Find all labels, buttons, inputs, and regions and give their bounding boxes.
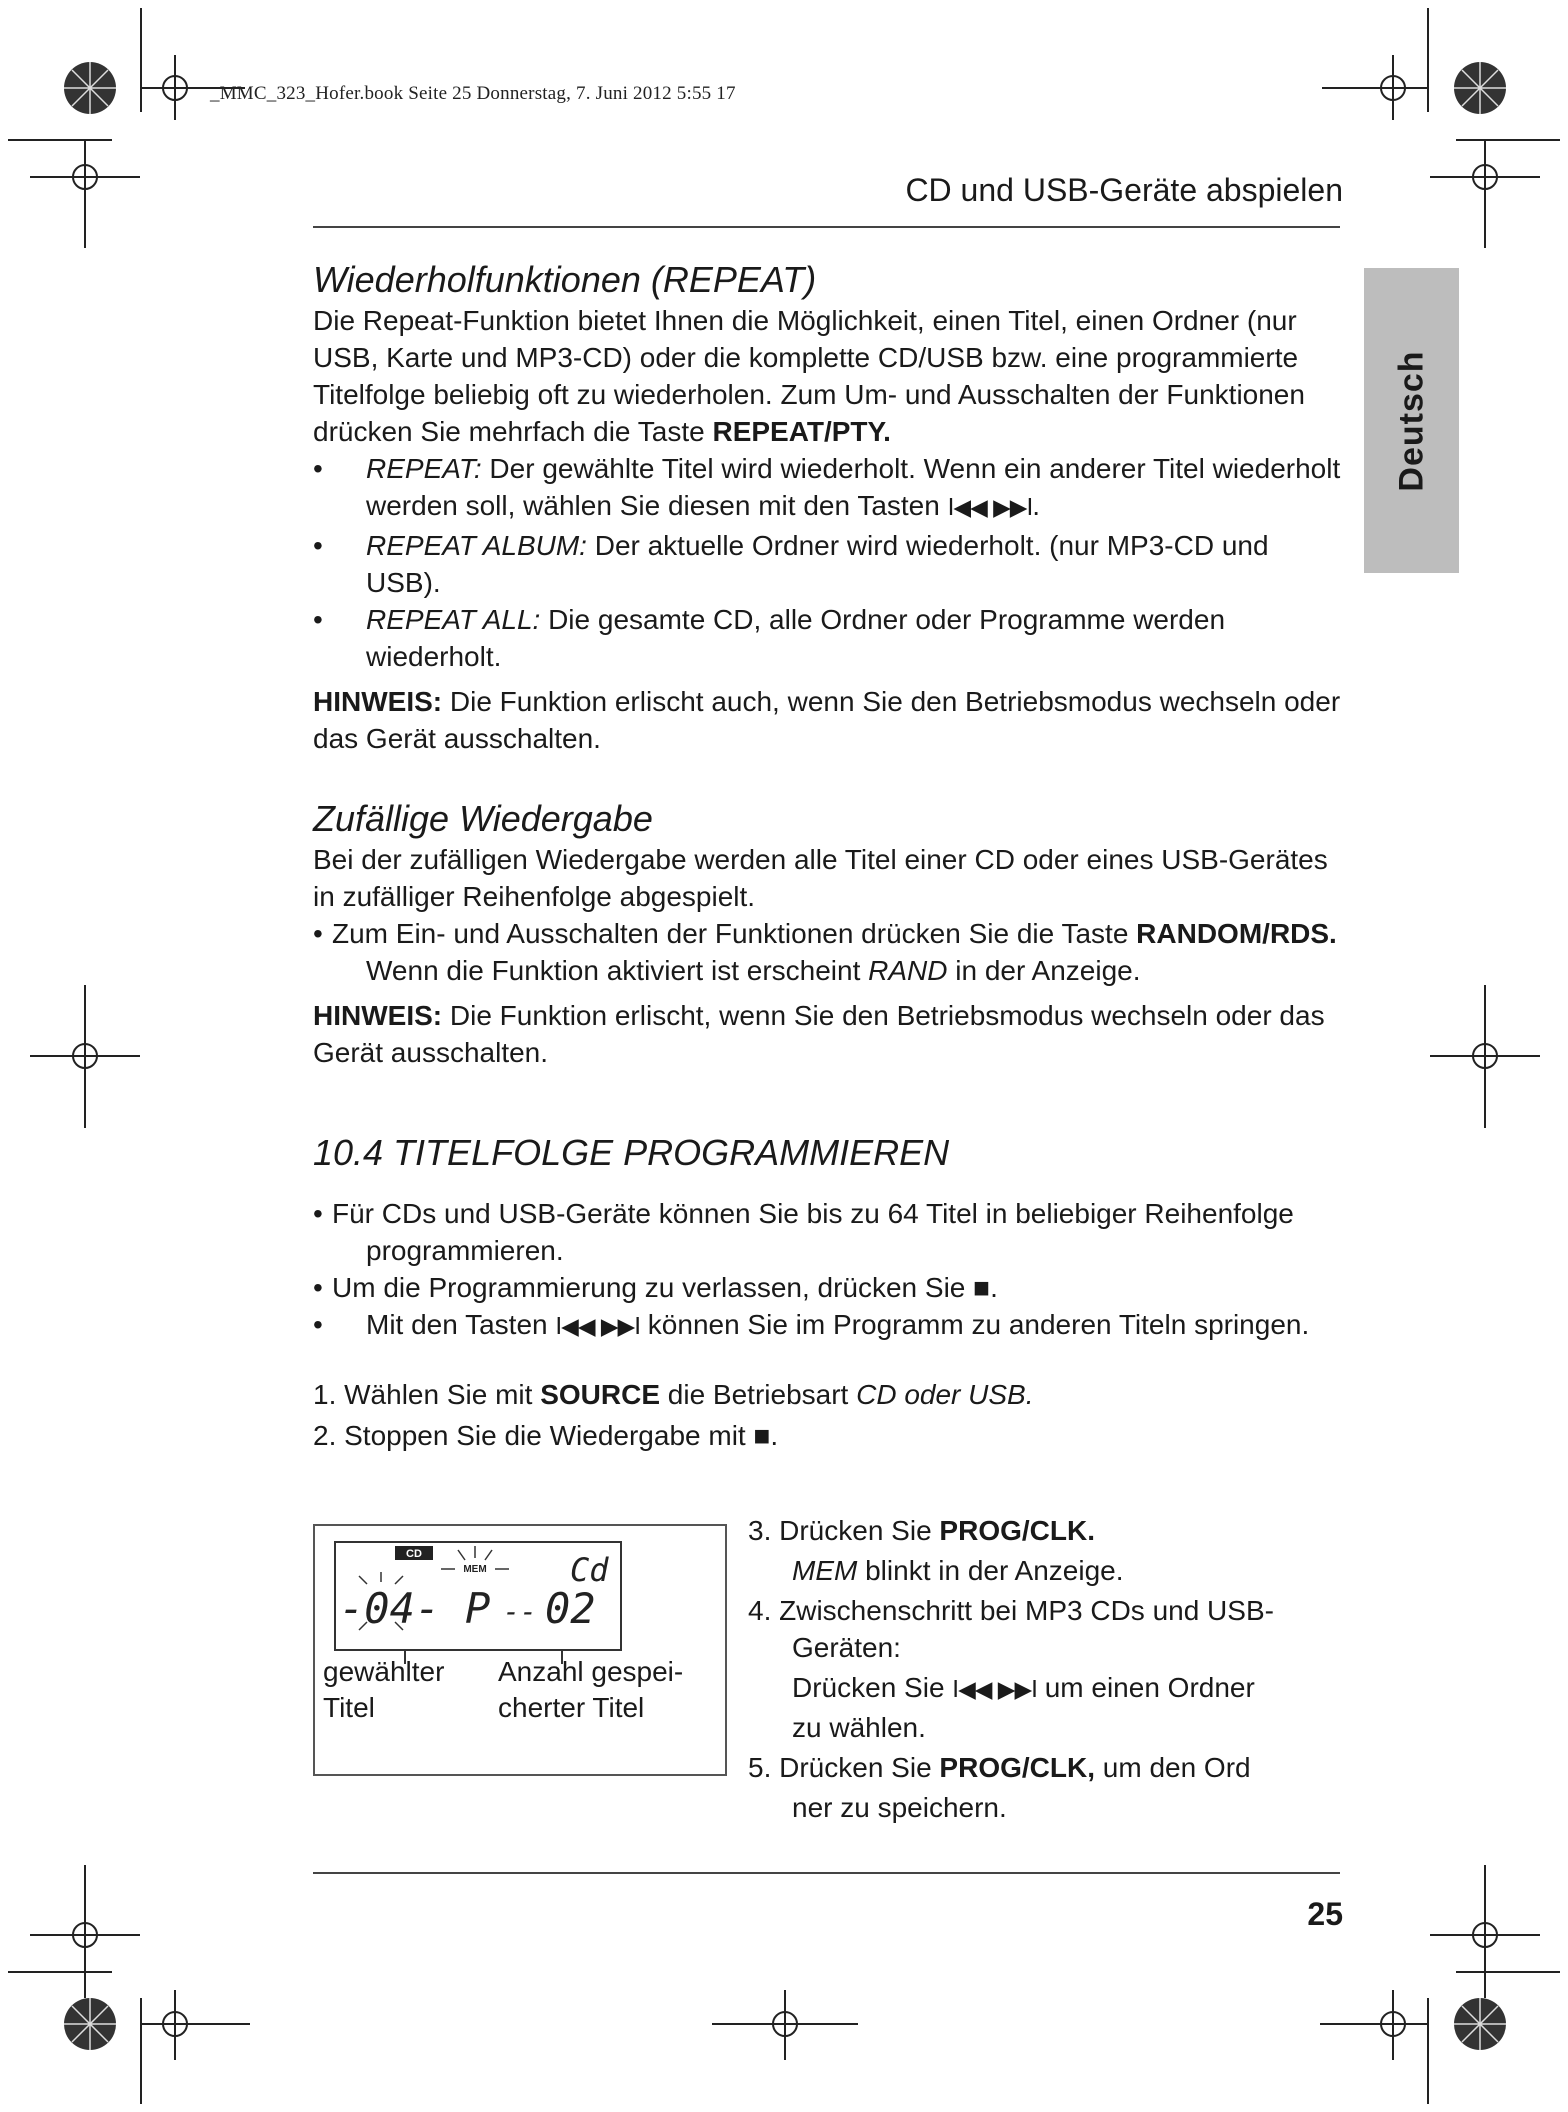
repeat-heading: Wiederholfunktionen (REPEAT) [313,259,817,300]
program-heading: 10.4 TITELFOLGE PROGRAMMIEREN [313,1132,950,1173]
list-item: • Mit den Tasten I◀◀ ▶▶I können Sie im Programm zu anderen Titeln springen. [313,1306,1343,1346]
steps-right [748,1512,1348,1826]
step-5-b: ner zu speichern. [792,1792,1007,1823]
bullet-dot: • [313,1198,323,1229]
random-note: HINWEIS: Die Funktion erlischt, wenn Sie den Betriebsmodus wechseln oder das Gerät ausschalten. [313,1000,1325,1068]
prev-next-icon: I◀◀ ▶▶I [555,1314,641,1340]
track-number: -04- [339,1584,441,1633]
step-4-c: Drücken Sie I◀◀ ▶▶I um einen Ordner [792,1672,1255,1703]
bullet-dot: • [313,1272,323,1303]
print-meta: _MMC_323_Hofer.book Seite 25 Donnerstag, 7. Juni 2012 5:55 17 [210,83,736,104]
program-p: P [465,1584,491,1633]
step-3: 3. Drücken Sie PROG/CLK. [748,1515,1095,1546]
list-item: • REPEAT: Der gewählte Titel wird wiederholt. Wenn ein anderer Titel wiederholt werden soll, wählen Sie diesen mit den Tasten I◀◀ ▶▶I. [313,450,1343,527]
lcd-display [315,1526,725,1666]
language-tab [1364,268,1459,573]
step-4-d: zu wählen. [792,1712,926,1743]
page-number: 25 [1307,1896,1343,1932]
prev-next-icon: I◀◀ ▶▶I [947,495,1033,521]
mem-indicator: MEM [463,1564,487,1575]
random-intro: Bei der zufälligen Wiedergabe werden alle Titel einer CD oder eines USB-Gerätes in zufälliger Reihenfolge abgespielt. [313,844,1328,912]
main-content [313,258,1343,1454]
prev-next-icon: I◀◀ ▶▶I [952,1677,1037,1703]
lcd-diagram [313,1524,727,1776]
language-tab-label: Deutsch [1392,349,1430,492]
bullet-dot: • [313,530,323,561]
cd-source-indicator: Cd [570,1551,609,1589]
repeat-intro: Die Repeat-Funktion bietet Ihnen die Möglichkeit, einen Titel, einen Ordner (nur USB, Karte und MP3-CD) oder die komplette CD/USB bzw. eine programmierte Titelfolge beliebig oft zu wiederholen. Zum Um- und Ausschalten der Funktionen drücken Sie mehrfach die Taste REPEAT/PTY. [313,305,1305,447]
step-3-detail: MEM blinkt in der Anzeige. [792,1555,1124,1586]
list-item: • Zum Ein- und Ausschalten der Funktionen drücken Sie die Taste RANDOM/RDS. Wenn die Funktion aktiviert ist erscheint RAND in der Anzeige. [313,915,1343,989]
repeat-key: REPEAT/PTY. [712,416,891,447]
random-heading: Zufällige Wiedergabe [313,798,653,839]
list-item: • REPEAT ALL: Die gesamte CD, alle Ordner oder Programme werden wiederholt. [313,601,1343,675]
header-rule [313,226,1340,228]
list-item: • Um die Programmierung zu verlassen, drücken Sie ■. [313,1269,1343,1306]
step-2: 2. Stoppen Sie die Wiedergabe mit ■. [313,1420,779,1451]
program-dash: -- [503,1595,537,1628]
list-item: • Für CDs und USB-Geräte können Sie bis zu 64 Titel in beliebiger Reihenfolge programmieren. [313,1195,1343,1269]
bullet-dot: • [313,604,323,635]
page-header: CD und USB-Geräte abspielen [905,172,1343,208]
step-4: 4. Zwischenschritt bei MP3 CDs und USB- [748,1595,1274,1626]
list-item: • REPEAT ALBUM: Der aktuelle Ordner wird wiederholt. (nur MP3-CD und USB). [313,527,1343,601]
footer-rule [313,1872,1340,1874]
label-stored-count: Anzahl gespei- cherter Titel [498,1656,684,1723]
bullet-dot: • [313,453,323,484]
bullet-dot: • [313,918,323,949]
step-5: 5. Drücken Sie PROG/CLK, um den Ord [748,1752,1251,1783]
bullet-dot: • [313,1309,323,1340]
cd-badge-icon: CD [406,1548,422,1560]
step-4-b: Geräten: [792,1632,901,1663]
repeat-note: HINWEIS: Die Funktion erlischt auch, wenn Sie den Betriebsmodus wechseln oder das Gerät ausschalten. [313,686,1341,754]
step-1: 1. Wählen Sie mit SOURCE die Betriebsart CD oder USB. [313,1379,1034,1410]
label-selected-track: gewählter Titel [323,1656,445,1723]
stored-count: 02 [545,1584,596,1633]
